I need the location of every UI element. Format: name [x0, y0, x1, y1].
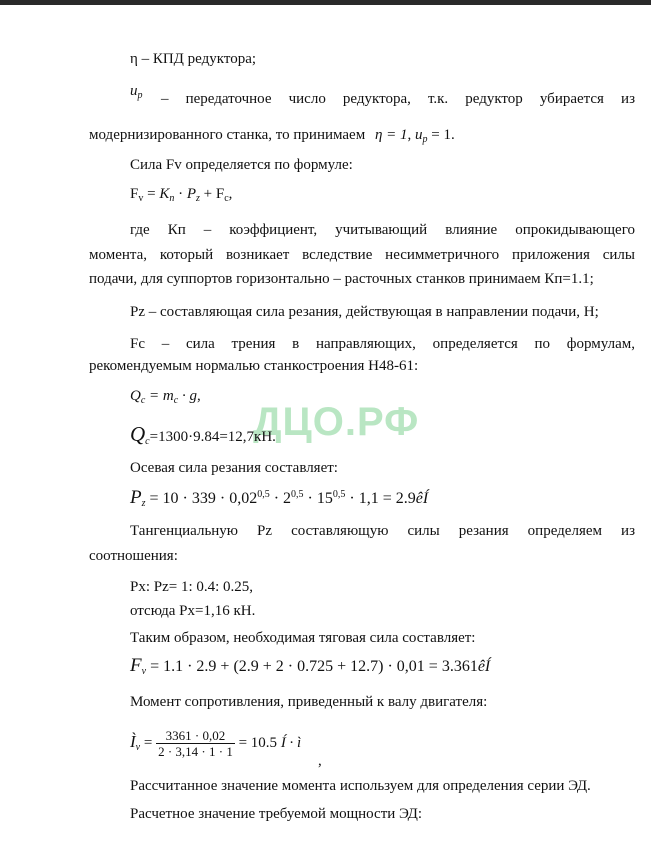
- text-line: Px: Pz= 1: 0.4: 0.25,: [130, 579, 254, 595]
- watermark: ДЦО.РФ: [253, 400, 420, 444]
- text-line: Fc – сила трения в направляющих, определяется по формулам,: [130, 336, 635, 352]
- text-line: Pz – составляющая сила резания, действующая в направлении подачи, Н;: [130, 304, 599, 320]
- text-line: отсюда Px=1,16 кН.: [130, 603, 256, 619]
- formula-fv: $F_v = K_п \cdot P_z + F_c$,: [130, 186, 233, 204]
- text-line: Тангенциальную Pz составляющую силы резания определяем из: [130, 523, 635, 539]
- formula-fv-value: $F_v = 1.1 \cdot 2.9 + (2.9 + 2 \cdot 0.725 + 12.7) \cdot 0,01$ = 3.361êÍ: [130, 655, 491, 677]
- text-line: Сила Fv определяется по формуле:: [130, 157, 353, 173]
- top-border: [0, 0, 651, 5]
- text-line: соотношения:: [89, 548, 178, 564]
- formula-up: $u_p = 1$: [415, 127, 451, 145]
- comma: ,: [318, 753, 322, 769]
- text-line: Осевая сила резания составляет:: [130, 460, 338, 476]
- text-line: момента, который возникает вследствие несимметричного приложения силы: [89, 247, 635, 263]
- formula-pz: $P_z = 10 \cdot 339 \cdot 0,02^{0,5} \cdot 2^{0,5} \cdot 15^{0,5} \cdot 1,1$ = 2.9êÍ: [130, 487, 429, 509]
- formula-qc-value: $Q_c=1300\cdot 9.84=12,7кН$.: [130, 422, 276, 447]
- text-line: Рассчитанное значение момента используем для определения серии ЭД.: [130, 778, 591, 794]
- formula-moment: $Ì_v$ = $\frac{3361 \cdot 0,02}{2 \cdot 3,14 \cdot 1 \cdot 1}$ = 10.5 Í · ì: [130, 728, 302, 760]
- formula-up-symbol: $u_p$: [130, 83, 143, 101]
- text-line: – передаточное число редуктора, т.к. редуктор убирается из: [161, 91, 635, 107]
- text-line: η – КПД редуктора;: [130, 51, 257, 67]
- text-line: Расчетное значение требуемой мощности ЭД:: [130, 806, 423, 822]
- fraction: $\frac{3361 \cdot 0,02}{2 \cdot 3,14 \cdot 1 \cdot 1}$: [158, 728, 233, 760]
- text-line: Момент сопротивления, приведенный к валу двигателя:: [130, 694, 488, 710]
- text-line: Таким образом, необходимая тяговая сила составляет:: [130, 630, 476, 646]
- text-line: рекомендуемым нормалью станкостроения Н48-61:: [89, 358, 419, 374]
- formula-qc: $Q_c = m_c \cdot g$,: [130, 388, 201, 406]
- text-line: где Кп – коэффициент, учитывающий влияние опрокидывающего: [130, 222, 635, 238]
- text-line: подачи, для суппортов горизонтально – расточных станков принимаем Кп=1.1;: [89, 271, 594, 287]
- text-line: модернизированного станка, то принимаем η = 1, $u_p = 1$.: [89, 127, 455, 145]
- formula-eta: η = 1: [374, 127, 408, 143]
